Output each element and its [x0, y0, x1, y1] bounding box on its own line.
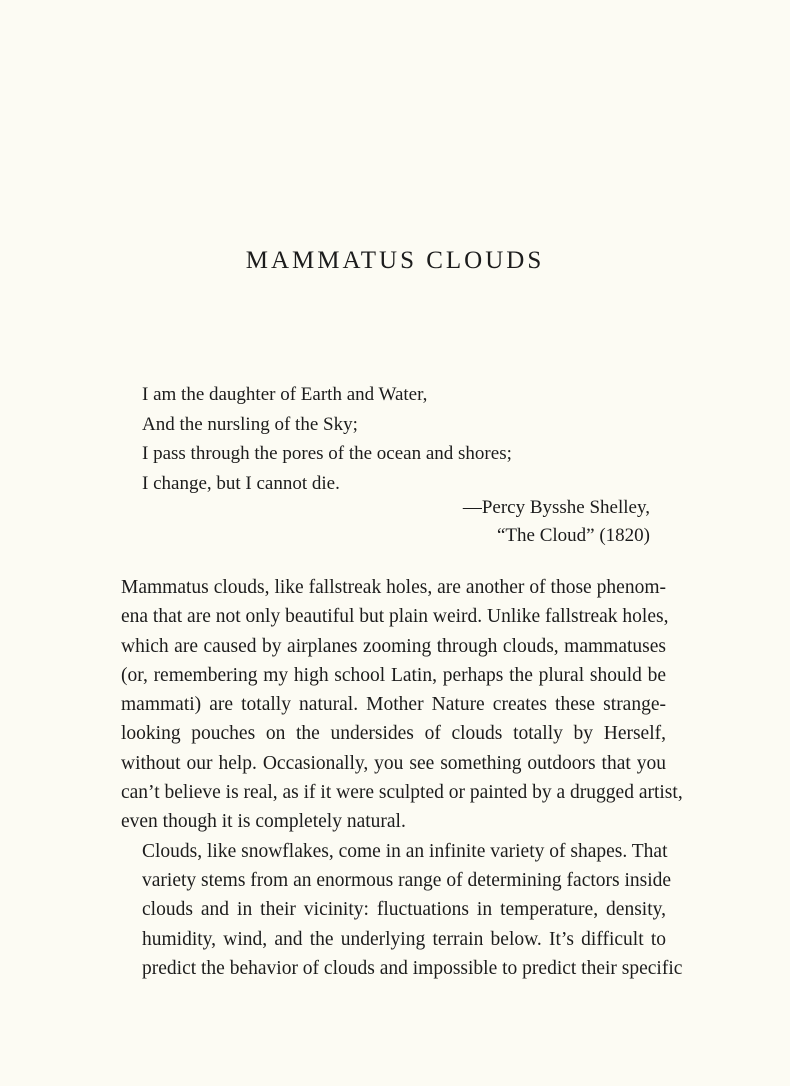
text-line: which are caused by airplanes zooming through clouds, mammatuses	[121, 635, 666, 657]
text-line: clouds and in their vicinity: fluctuations in temperature, density,	[142, 899, 666, 921]
chapter-title: MAMMATUS CLOUDS	[245, 246, 545, 274]
text-line: predict the behavior of clouds and impossible to predict their specific	[142, 957, 683, 979]
text-line: without our help. Occasionally, you see something outdoors that you	[121, 752, 666, 774]
body-text	[121, 573, 683, 983]
epigraph-attribution	[463, 494, 650, 550]
text-line: Clouds, like snowflakes, come in an infinite variety of shapes. That	[142, 840, 668, 862]
paragraph-2	[121, 837, 683, 983]
epigraph-line: I pass through the pores of the ocean and shores;	[142, 443, 512, 464]
epigraph-line: I change, but I cannot die.	[142, 472, 340, 494]
epigraph-source: “The Cloud” (1820)	[496, 525, 650, 546]
text-line: looking pouches on the undersides of clouds totally by Herself,	[121, 723, 666, 745]
epigraph	[142, 380, 652, 498]
text-line: can’t believe is real, as if it were sculpted or painted by a drugged artist,	[121, 782, 683, 804]
text-line: mammati) are totally natural. Mother Nature creates these strange-	[121, 694, 666, 716]
text-line: Mammatus clouds, like fallstreak holes, are another of those phenom-	[121, 577, 666, 598]
text-line: variety stems from an enormous range of determining factors inside	[142, 869, 672, 891]
epigraph-line: And the nursling of the Sky;	[142, 413, 358, 435]
text-line: ena that are not only beautiful but plain weird. Unlike fallstreak holes,	[121, 606, 669, 628]
text-line: (or, remembering my high school Latin, perhaps the plural should be	[121, 664, 666, 686]
epigraph-author: —Percy Bysshe Shelley,	[462, 497, 650, 518]
epigraph-line: I am the daughter of Earth and Water,	[142, 384, 428, 405]
text-line: humidity, wind, and the underlying terrain below. It’s difficult to	[142, 928, 666, 950]
text-line: even though it is completely natural.	[121, 811, 406, 833]
paragraph-1	[121, 573, 683, 837]
